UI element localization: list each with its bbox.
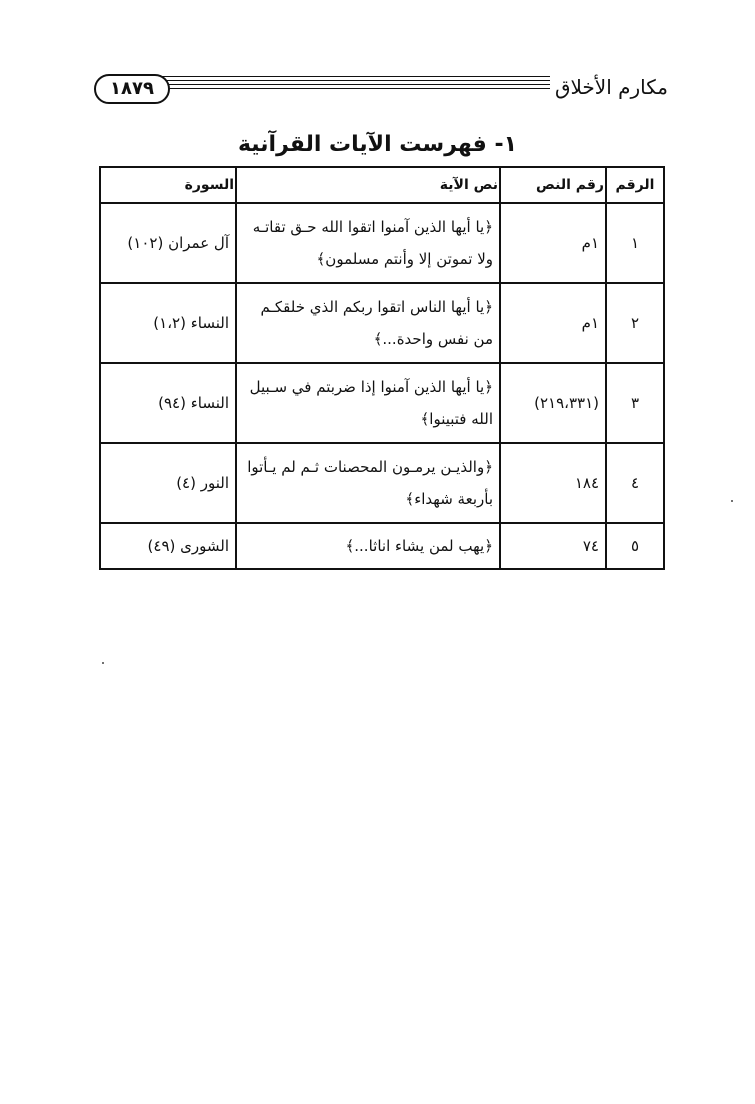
- row-number: ٣: [606, 363, 664, 443]
- row-surah: النساء (٩٤): [100, 363, 236, 443]
- row-text-number: ٧٤: [500, 523, 606, 569]
- row-number: ٤: [606, 443, 664, 523]
- row-surah: النور (٤): [100, 443, 236, 523]
- scan-speck: [731, 500, 733, 502]
- row-verse-text: ﴿يا أيها الناس اتقوا ربكم الذي خلقكـم من نفس واحدة...﴾: [236, 283, 500, 363]
- row-number: ٥: [606, 523, 664, 569]
- header-text-number: رقم النص: [500, 167, 606, 203]
- table-row: [100, 523, 664, 569]
- row-text-number: ١م: [500, 283, 606, 363]
- table-row: [100, 283, 664, 363]
- row-surah: آل عمران (١٠٢): [100, 203, 236, 283]
- row-number: ٢: [606, 283, 664, 363]
- row-text-number: ١٨٤: [500, 443, 606, 523]
- row-text-number: (٢١٩،٣٣١): [500, 363, 606, 443]
- row-verse-text: ﴿يا أيها الذين آمنوا إذا ضربتم في سـبيل الله فتبينوا﴾: [236, 363, 500, 443]
- row-text-number: ١م: [500, 203, 606, 283]
- table-row: [100, 203, 664, 283]
- row-verse-text: ﴿يا أيها الذين آمنوا اتقوا الله حـق تقاتـه ولا تموتن إلا وأنتم مسلمون﴾: [236, 203, 500, 283]
- page-number: ١٨٧٩: [94, 74, 170, 104]
- table-header-row: [100, 167, 664, 203]
- row-verse-text: ﴿والذيـن يرمـون المحصنات ثـم لم يـأتوا بأربعة شهداء﴾: [236, 443, 500, 523]
- page-header: [88, 70, 668, 104]
- row-number: ١: [606, 203, 664, 283]
- row-surah: الشورى (٤٩): [100, 523, 236, 569]
- book-title: مكارم الأخلاق: [554, 75, 668, 99]
- section-title: ١- فهرست الآيات القرآنية: [237, 132, 518, 157]
- row-verse-text: ﴿يهب لمن يشاء اناثا...﴾: [236, 523, 500, 569]
- table-row: [100, 443, 664, 523]
- table-row: [100, 363, 664, 443]
- header-rule: [158, 76, 550, 96]
- header-number: الرقم: [606, 167, 664, 203]
- scan-speck: [102, 662, 104, 664]
- header-surah: السورة: [100, 167, 236, 203]
- verses-index-table: [99, 166, 665, 570]
- header-verse-text: نص الآية: [236, 167, 500, 203]
- row-surah: النساء (١،٢): [100, 283, 236, 363]
